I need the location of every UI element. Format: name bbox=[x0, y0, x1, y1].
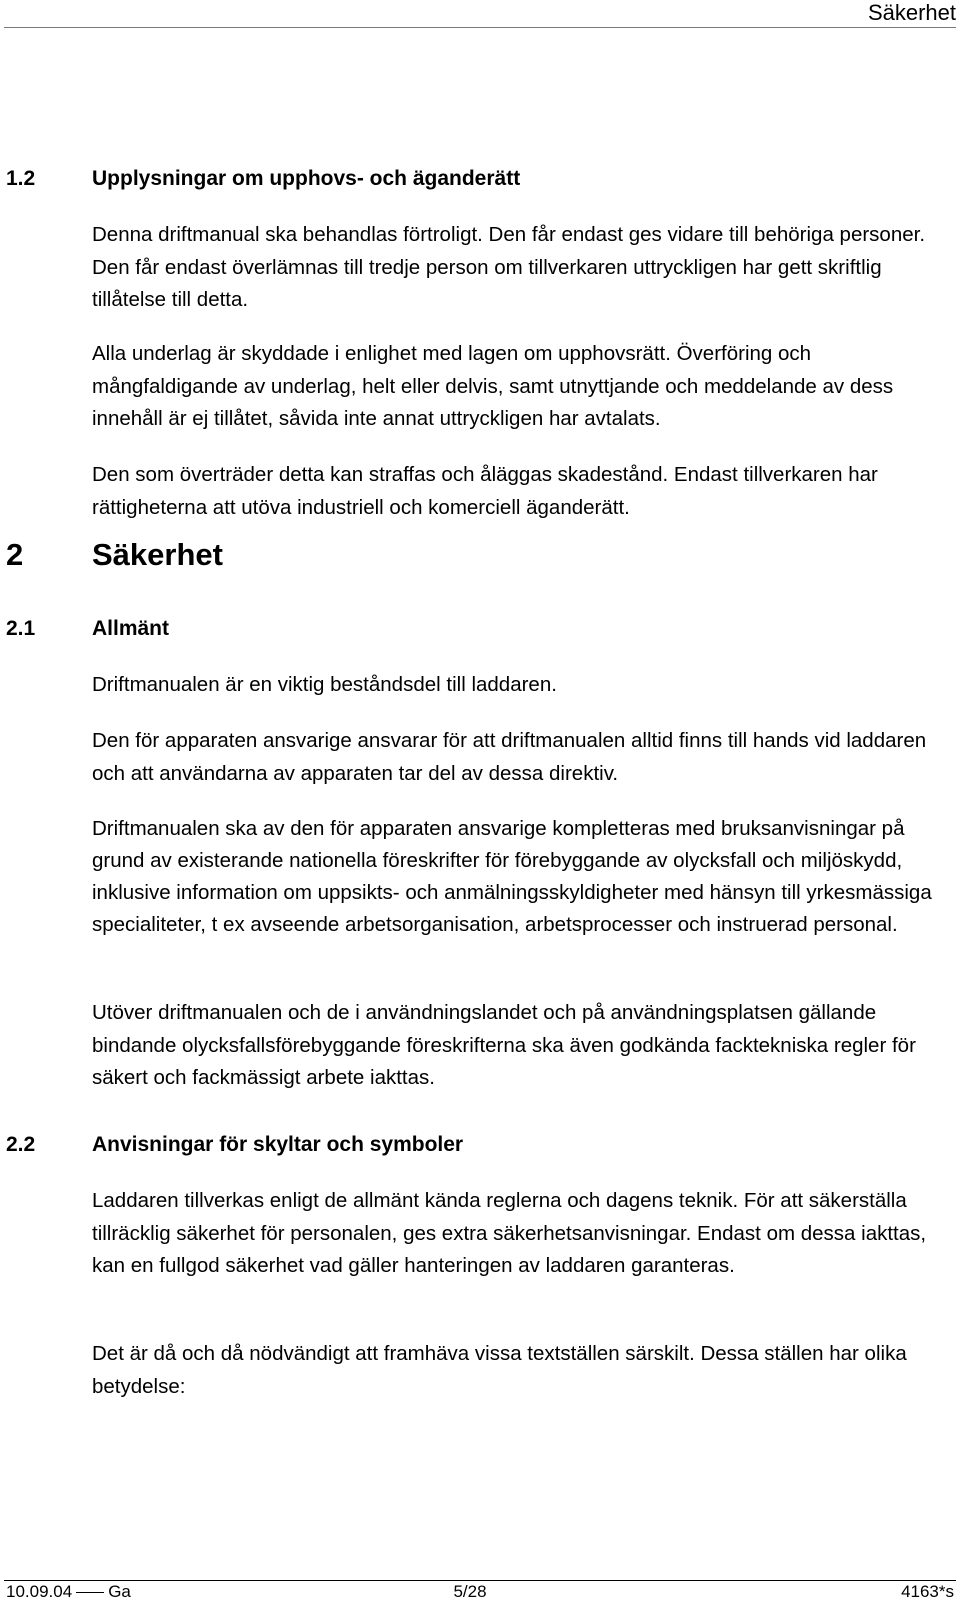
page-number: 5/28 bbox=[453, 1582, 487, 1601]
paragraph: Den för apparaten ansvarige ansvarar för att driftmanualen alltid finns till hands vid laddaren och att användarna av apparaten tar del av dessa direktiv. bbox=[92, 729, 927, 785]
footer-author: Ga bbox=[108, 1582, 131, 1601]
chapter-title: Säkerhet bbox=[92, 537, 223, 572]
paragraph: Den som överträder detta kan straffas och åläggas skadestånd. Endast tillverkaren har rättigheterna att utöva industriell och komerciell äganderätt. bbox=[92, 463, 878, 519]
paragraph: Driftmanualen är en viktig beståndsdel till laddaren. bbox=[92, 673, 557, 696]
paragraph: Driftmanualen ska av den för apparaten ansvarige kompletteras med bruksanvisningar på grund av existerande nationella föreskrifter för förebyggande av olycksfall och miljöskydd, inklusive information om uppsikts- och anmälningsskyldigheter med hänsyn till yrkesmässiga specialiteter, t ex avseende arbetsorganisation, arbetsprocesser och instruerad personal. bbox=[92, 817, 932, 936]
footer-separator bbox=[76, 1592, 104, 1593]
paragraph: Alla underlag är skyddade i enlighet med lagen om upphovsrätt. Överföring och mångfaldigande av underlag, helt eller delvis, samt utnyttjande och meddelande av dess innehåll är ej tillåtet, såvida inte annat uttryckligen har avtalats. bbox=[92, 342, 894, 430]
section-number: 2.1 bbox=[6, 617, 36, 640]
section-title: Allmänt bbox=[92, 617, 170, 640]
section-title: Anvisningar för skyltar och symboler bbox=[92, 1133, 464, 1156]
paragraph: Det är då och då nödvändigt att framhäva vissa textställen särskilt. Dessa ställen har olika betydelse: bbox=[92, 1342, 907, 1398]
section-number: 1.2 bbox=[6, 167, 36, 190]
paragraph: Laddaren tillverkas enligt de allmänt kända reglerna och dagens teknik. För att säkerställa tillräcklig säkerhet för personalen, ges extra säkerhetsanvisningar. Endast om dessa iakttas, kan en fullgod säkerhet vad gäller hanteringen av laddaren garanteras. bbox=[92, 1189, 927, 1277]
footer-date-author bbox=[6, 1582, 131, 1602]
header-rule bbox=[4, 27, 956, 28]
paragraph: Utöver driftmanualen och de i användningslandet och på användningsplatsen gällande bindande olycksfallsförebyggande föreskrifterna ska även godkända facktekniska regler för säkert och fackmässigt arbete iakttas. bbox=[92, 1001, 916, 1089]
paragraph: Denna driftmanual ska behandlas förtroligt. Den får endast ges vidare till behöriga personer. Den får endast överlämnas till tredje person om tillverkaren uttryckligen har gett skriftlig tillåtelse till detta. bbox=[92, 223, 926, 311]
section-number: 2.2 bbox=[6, 1133, 36, 1156]
footer-rule bbox=[4, 1580, 956, 1581]
chapter-number: 2 bbox=[6, 537, 24, 572]
section-title: Upplysningar om upphovs- och äganderätt bbox=[92, 167, 521, 190]
running-header: Säkerhet bbox=[867, 0, 956, 25]
document-number: 4163*s bbox=[901, 1582, 954, 1601]
footer-date: 10.09.04 bbox=[6, 1582, 73, 1601]
